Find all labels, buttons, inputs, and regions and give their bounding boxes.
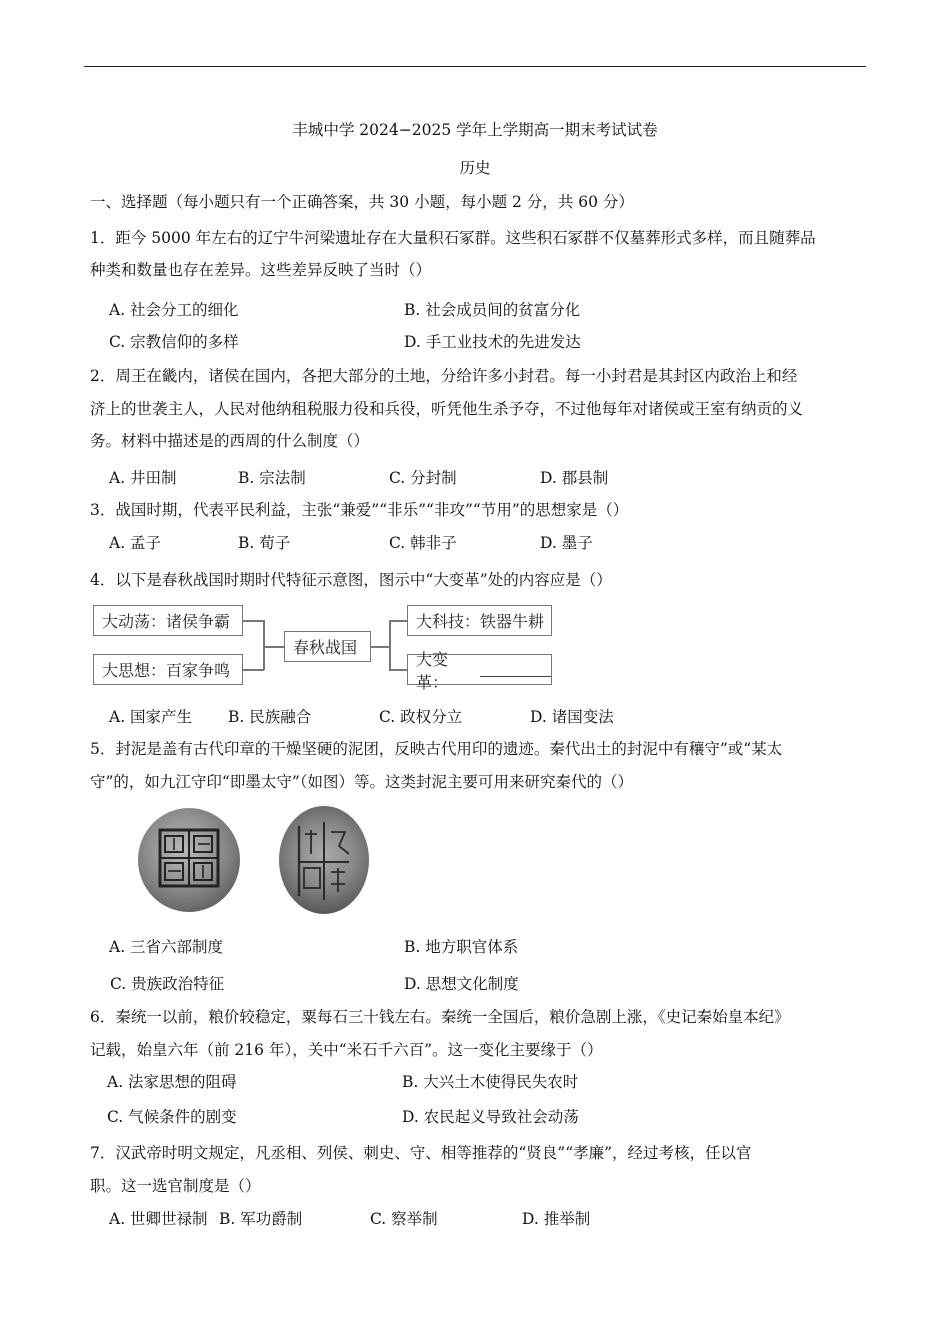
q6-option-a: A. 法家思想的阻碍	[107, 1073, 237, 1091]
exam-title: 丰城中学 2024−2025 学年上学期高一期末考试试卷	[292, 121, 658, 139]
q5-line-1: 5．封泥是盖有古代印章的干燥坚硬的泥团，反映古代用印的遗迹。秦代出土的封泥中有穰守”或“某太	[90, 740, 783, 758]
q4-option-b: B. 民族融合	[228, 708, 312, 726]
q1-option-d: D. 手工业技术的先进发达	[404, 333, 581, 351]
q2-line-3: 务。材料中描述是的西周的什么制度（）	[90, 432, 370, 450]
q1-line-1: 1．距今 5000 年左右的辽宁牛河梁遗址存在大量积石冢群。这些积石冢群不仅墓葬形式多样，而且随葬品	[90, 229, 816, 247]
seal-characters-graphic	[279, 806, 369, 914]
q2-line-2: 济上的世袭主人，人民对他纳租税服力役和兵役，听凭他生杀予夺，不过他每年对诸侯或王室有纳贡的义	[90, 400, 804, 418]
q3-option-d: D. 墨子	[540, 534, 593, 552]
q5-option-b: B. 地方职官体系	[404, 938, 519, 956]
connector-line	[389, 620, 391, 670]
exam-subject: 历史	[459, 159, 491, 177]
connector-line	[263, 620, 265, 670]
seal-characters-graphic	[138, 808, 240, 912]
connector-line	[389, 669, 407, 671]
q7-line-1: 7．汉武帝时明文规定，凡丞相、列侯、刺史、守、相等推荐的“贤良”“孝廉”，经过考核，任以官	[90, 1144, 752, 1162]
diagram-box-left-top: 大动荡：诸侯争霸	[93, 605, 243, 636]
q2-line-1: 2．周王在畿内，诸侯在国内，各把大部分的土地，分给许多小封君。每一小封君是其封区内政治上和经	[90, 367, 798, 385]
header-rule	[84, 66, 866, 67]
q7-option-a: A. 世卿世禄制	[109, 1210, 208, 1228]
q2-option-d: D. 郡县制	[540, 469, 609, 487]
q2-option-b: B. 宗法制	[238, 469, 306, 487]
q5-option-c: C. 贵族政治特征	[110, 975, 225, 993]
q4-line-1: 4．以下是春秋战国时期时代特征示意图，图示中“大变革”处的内容应是（）	[90, 571, 612, 589]
q6-option-c: C. 气候条件的剧变	[107, 1108, 237, 1126]
diagram-box-left-bottom: 大思想：百家争鸣	[93, 654, 243, 685]
q3-option-a: A. 孟子	[109, 534, 162, 552]
diagram-answer-blank	[480, 662, 551, 677]
connector-line	[243, 620, 264, 622]
section-heading: 一、选择题（每小题只有一个正确答案，共 30 小题，每小题 2 分，共 60 分）	[90, 193, 634, 211]
diagram-right-bottom-label: 大变革：	[416, 649, 449, 692]
q1-option-a: A. 社会分工的细化	[109, 301, 239, 319]
connector-line	[371, 646, 389, 648]
diagram-box-center: 春秋战国	[284, 631, 371, 662]
q7-option-c: C. 察举制	[370, 1210, 438, 1228]
connector-line	[263, 646, 284, 648]
diagram-box-right-bottom	[407, 649, 552, 692]
connector-line	[389, 620, 407, 622]
q3-line-1: 3．战国时期，代表平民利益，主张“兼爱”“非乐”“非攻”“节用”的思想家是（）	[90, 501, 629, 519]
q6-line-1: 6．秦统一以前，粮价较稳定，粟每石三十钱左右。秦统一全国后，粮价急剧上涨，《史记秦始皇本纪》	[90, 1008, 790, 1026]
q7-option-b: B. 军功爵制	[219, 1210, 303, 1228]
q1-option-c: C. 宗教信仰的多样	[109, 333, 239, 351]
q4-option-c: C. 政权分立	[379, 708, 463, 726]
q7-line-2: 职。这一选官制度是（）	[90, 1177, 261, 1195]
q1-line-2: 种类和数量也存在差异。这些差异反映了当时（）	[90, 261, 432, 279]
q5-option-d: D. 思想文化制度	[404, 975, 519, 993]
q6-option-d: D. 农民起义导致社会动荡	[402, 1108, 579, 1126]
q1-option-b: B. 社会成员间的贫富分化	[404, 301, 581, 319]
clay-seal-image	[138, 808, 240, 912]
q4-option-d: D. 诸国变法	[530, 708, 614, 726]
q6-line-2: 记载，始皇六年（前 216 年），关中“米石千六百”。这一变化主要缘于（）	[90, 1041, 603, 1059]
q5-line-2: 守”的，如九江守印“即墨太守”（如图）等。这类封泥主要可用来研究秦代的（）	[90, 773, 634, 791]
q4-option-a: A. 国家产生	[109, 708, 193, 726]
q3-option-c: C. 韩非子	[389, 534, 457, 552]
q6-option-b: B. 大兴土木使得民失农时	[402, 1073, 579, 1091]
q2-option-c: C. 分封制	[389, 469, 457, 487]
q5-option-a: A. 三省六部制度	[109, 938, 224, 956]
q7-option-d: D. 推举制	[522, 1210, 591, 1228]
clay-seal-image	[279, 806, 369, 914]
connector-line	[243, 669, 264, 671]
q3-option-b: B. 荀子	[238, 534, 291, 552]
q2-option-a: A. 井田制	[109, 469, 177, 487]
diagram-box-right-top: 大科技：铁器牛耕	[407, 605, 552, 636]
